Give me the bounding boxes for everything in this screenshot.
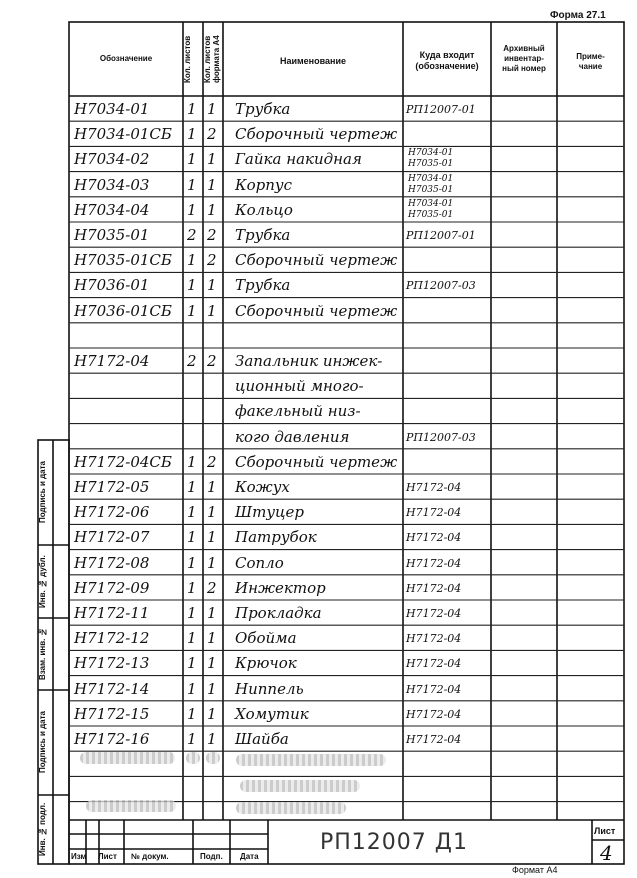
a4-sheet-count-cell: 1 <box>207 528 217 547</box>
designation-cell: Н7036-01 <box>74 276 150 295</box>
where-used-cell: РП12007-01 <box>406 103 476 116</box>
designation-cell: Н7034-01СБ <box>74 125 172 144</box>
designation-cell: Н7036-01СБ <box>74 301 172 320</box>
sheet-count-cell: 1 <box>187 452 197 471</box>
document-code: РП12007 Д1 <box>320 830 468 855</box>
sheet-count-cell: 1 <box>187 276 197 295</box>
designation-cell: Н7172-14 <box>74 679 150 698</box>
sheet-count-cell: 1 <box>187 604 197 622</box>
name-cell: Сопло <box>235 553 284 572</box>
where-used-cell: Н7172-04 <box>406 581 462 595</box>
side-signature-date-label: Подпись и дата <box>38 461 47 524</box>
a4-sheet-count-cell: 2 <box>207 452 217 471</box>
a4-sheet-count-cell: 1 <box>207 175 217 194</box>
where-used-cell: Н7172-04 <box>406 682 462 696</box>
name-cell: Хомутик <box>235 704 309 723</box>
a4-sheet-count-cell: 1 <box>207 150 217 169</box>
header-name: Наименование <box>279 56 347 66</box>
where-used-cell: Н7034-01 <box>408 198 454 209</box>
where-used-cell: РП12007-03 <box>406 279 476 293</box>
designation-cell: Н7172-04 <box>74 352 150 370</box>
sheet-count-cell: 1 <box>187 730 197 748</box>
sheet-count-cell: 1 <box>187 125 197 144</box>
a4-sheet-count-cell: 1 <box>207 704 217 723</box>
where-used-cell: Н7034-01 <box>408 173 454 184</box>
a4-sheet-count-cell: 1 <box>207 629 217 648</box>
sheet-count-cell: 1 <box>187 679 197 698</box>
designation-cell: Н7172-11 <box>74 604 150 622</box>
where-used-cell: Н7034-01 <box>408 148 454 159</box>
illegible-entry <box>240 780 360 792</box>
name-cell: Обойма <box>235 629 297 648</box>
stamp-doc-number-label: № докум. <box>131 852 169 861</box>
sheet-count-cell: 1 <box>187 578 197 597</box>
name-cell: Шайба <box>235 730 289 748</box>
header-sheet-count: Кол. листов <box>183 35 192 83</box>
designation-cell: Н7034-01 <box>74 100 150 118</box>
header-a4-sheet-count: Кол. листов формата А4 <box>203 35 221 83</box>
name-cell: Гайка накидная <box>235 150 362 169</box>
illegible-entry <box>236 754 386 766</box>
sheet-count-cell: 2 <box>187 352 197 370</box>
stamp-date-label: Дата <box>240 852 259 861</box>
sheet-count-cell: 1 <box>187 100 197 118</box>
name-cell: Трубка <box>235 276 291 295</box>
stamp-list-label: Лист <box>98 852 117 861</box>
designation-cell: Н7172-08 <box>74 553 150 572</box>
designation-cell: Н7172-05 <box>74 478 150 496</box>
where-used-cell: Н7172-04 <box>406 531 462 545</box>
designation-cell: Н7034-02 <box>74 150 150 169</box>
designation-cell: Н7172-07 <box>74 528 150 547</box>
side-signature-date-label-2: Подпись и дата <box>38 711 47 774</box>
where-used-cell: Н7172-04 <box>406 707 462 721</box>
side-inv-dubl-label: Инв. № дубл. <box>38 555 47 608</box>
name-cell: Ниппель <box>235 679 304 698</box>
where-used-cell: РП12007-03 <box>406 430 476 444</box>
sheet-count-cell: 1 <box>187 301 197 320</box>
illegible-entry <box>236 802 346 814</box>
a4-sheet-count-cell: 1 <box>207 301 217 320</box>
designation-cell: Н7172-15 <box>74 704 150 723</box>
a4-sheet-count-cell: 1 <box>207 503 217 522</box>
where-used-cell: Н7172-04 <box>406 607 462 620</box>
a4-sheet-count-cell: 2 <box>207 125 217 144</box>
sheet-count-cell: 1 <box>187 251 197 270</box>
name-cell: Прокладка <box>235 604 322 622</box>
a4-sheet-count-cell: 1 <box>207 604 217 622</box>
sheet-count-cell: 1 <box>187 200 197 219</box>
designation-cell: Н7034-04 <box>74 200 150 219</box>
a4-sheet-count-cell: 1 <box>207 478 217 496</box>
name-cell: Корпус <box>235 175 293 194</box>
header-designation: Обозначение <box>99 54 153 63</box>
designation-cell: Н7172-04СБ <box>74 452 172 471</box>
where-used-cell: РП12007-01 <box>406 229 476 242</box>
form-number-label: Форма 27.1 <box>550 10 606 21</box>
format-label: Формат А4 <box>512 865 558 875</box>
name-cell: Кожух <box>235 478 290 496</box>
sheet-count-cell: 1 <box>187 528 197 547</box>
name-cell: Сборочный чертеж <box>235 301 398 320</box>
designation-cell: Н7035-01СБ <box>74 251 172 270</box>
name-cell: Сборочный чертеж <box>235 125 398 144</box>
designation-cell: Н7172-16 <box>74 730 150 748</box>
side-vzam-inv-label: Взам. инв. № <box>38 627 47 681</box>
a4-sheet-count-cell: 2 <box>207 226 217 244</box>
a4-sheet-count-cell: 1 <box>207 730 217 748</box>
a4-sheet-count-cell: 2 <box>207 578 217 597</box>
sheet-count-cell: 1 <box>187 704 197 723</box>
illegible-entry <box>206 752 220 764</box>
sheet-count-cell: 1 <box>187 175 197 194</box>
sheet-number: 4 <box>600 841 613 865</box>
where-used-cell: Н7172-04 <box>406 632 462 646</box>
name-cell: Штуцер <box>235 503 304 522</box>
sheet-count-cell: 1 <box>187 553 197 572</box>
name-cell: Сборочный чертеж <box>235 452 398 471</box>
a4-sheet-count-cell: 1 <box>207 654 217 673</box>
where-used-cell: Н7172-04 <box>406 556 462 570</box>
a4-sheet-count-cell: 2 <box>207 251 217 270</box>
sheet-count-cell: 1 <box>187 629 197 648</box>
where-used-cell: Н7172-04 <box>406 733 462 746</box>
name-cell: Трубка <box>235 226 291 244</box>
side-inv-podl-label: Инв. № подл. <box>38 802 47 857</box>
a4-sheet-count-cell: 1 <box>207 276 217 295</box>
a4-sheet-count-cell: 1 <box>207 679 217 698</box>
name-cell: Патрубок <box>235 528 317 547</box>
name-cell: Сборочный чертеж <box>235 251 398 270</box>
a4-sheet-count-cell: 1 <box>207 553 217 572</box>
where-used-cell: Н7172-04 <box>406 657 462 671</box>
name-cell: кого давления <box>235 427 350 446</box>
where-used-cell: Н7172-04 <box>406 506 462 520</box>
name-cell: факельный низ- <box>235 402 361 421</box>
stamp-izm-label: Изм <box>71 852 87 861</box>
designation-cell: Н7034-03 <box>74 175 150 194</box>
a4-sheet-count-cell: 1 <box>207 100 217 118</box>
illegible-entry <box>86 800 176 812</box>
name-cell: Инжектор <box>235 578 326 597</box>
designation-cell: Н7172-06 <box>74 503 150 522</box>
a4-sheet-count-cell: 1 <box>207 200 217 219</box>
sheet-label: Лист <box>594 826 616 836</box>
where-used-cell: Н7035-01 <box>408 209 454 220</box>
name-cell: Кольцо <box>235 200 293 219</box>
designation-cell: Н7172-09 <box>74 578 150 597</box>
designation-cell: Н7035-01 <box>74 226 150 244</box>
where-used-cell: Н7035-01 <box>408 184 454 195</box>
illegible-entry <box>80 752 175 764</box>
name-cell: ционный много- <box>235 377 364 396</box>
stamp-signature-label: Подп. <box>200 852 223 861</box>
sheet-count-cell: 2 <box>187 226 197 244</box>
sheet-count-cell: 1 <box>187 150 197 169</box>
sheet-count-cell: 1 <box>187 654 197 673</box>
name-cell: Крючок <box>235 654 297 673</box>
a4-sheet-count-cell: 2 <box>207 352 217 370</box>
where-used-cell: Н7172-04 <box>406 481 462 494</box>
sheet-count-cell: 1 <box>187 478 197 496</box>
name-cell: Трубка <box>235 100 291 118</box>
sheet-count-cell: 1 <box>187 503 197 522</box>
designation-cell: Н7172-13 <box>74 654 150 673</box>
header-note: Приме- чание <box>576 52 605 71</box>
header-archive-number: Архивный инвентар- ный номер <box>502 44 546 73</box>
name-cell: Запальник инжек- <box>235 352 383 370</box>
header-where-used: Куда входит (обозначение) <box>415 50 479 71</box>
where-used-cell: Н7035-01 <box>408 159 454 170</box>
designation-cell: Н7172-12 <box>74 629 150 648</box>
illegible-entry <box>186 752 200 764</box>
